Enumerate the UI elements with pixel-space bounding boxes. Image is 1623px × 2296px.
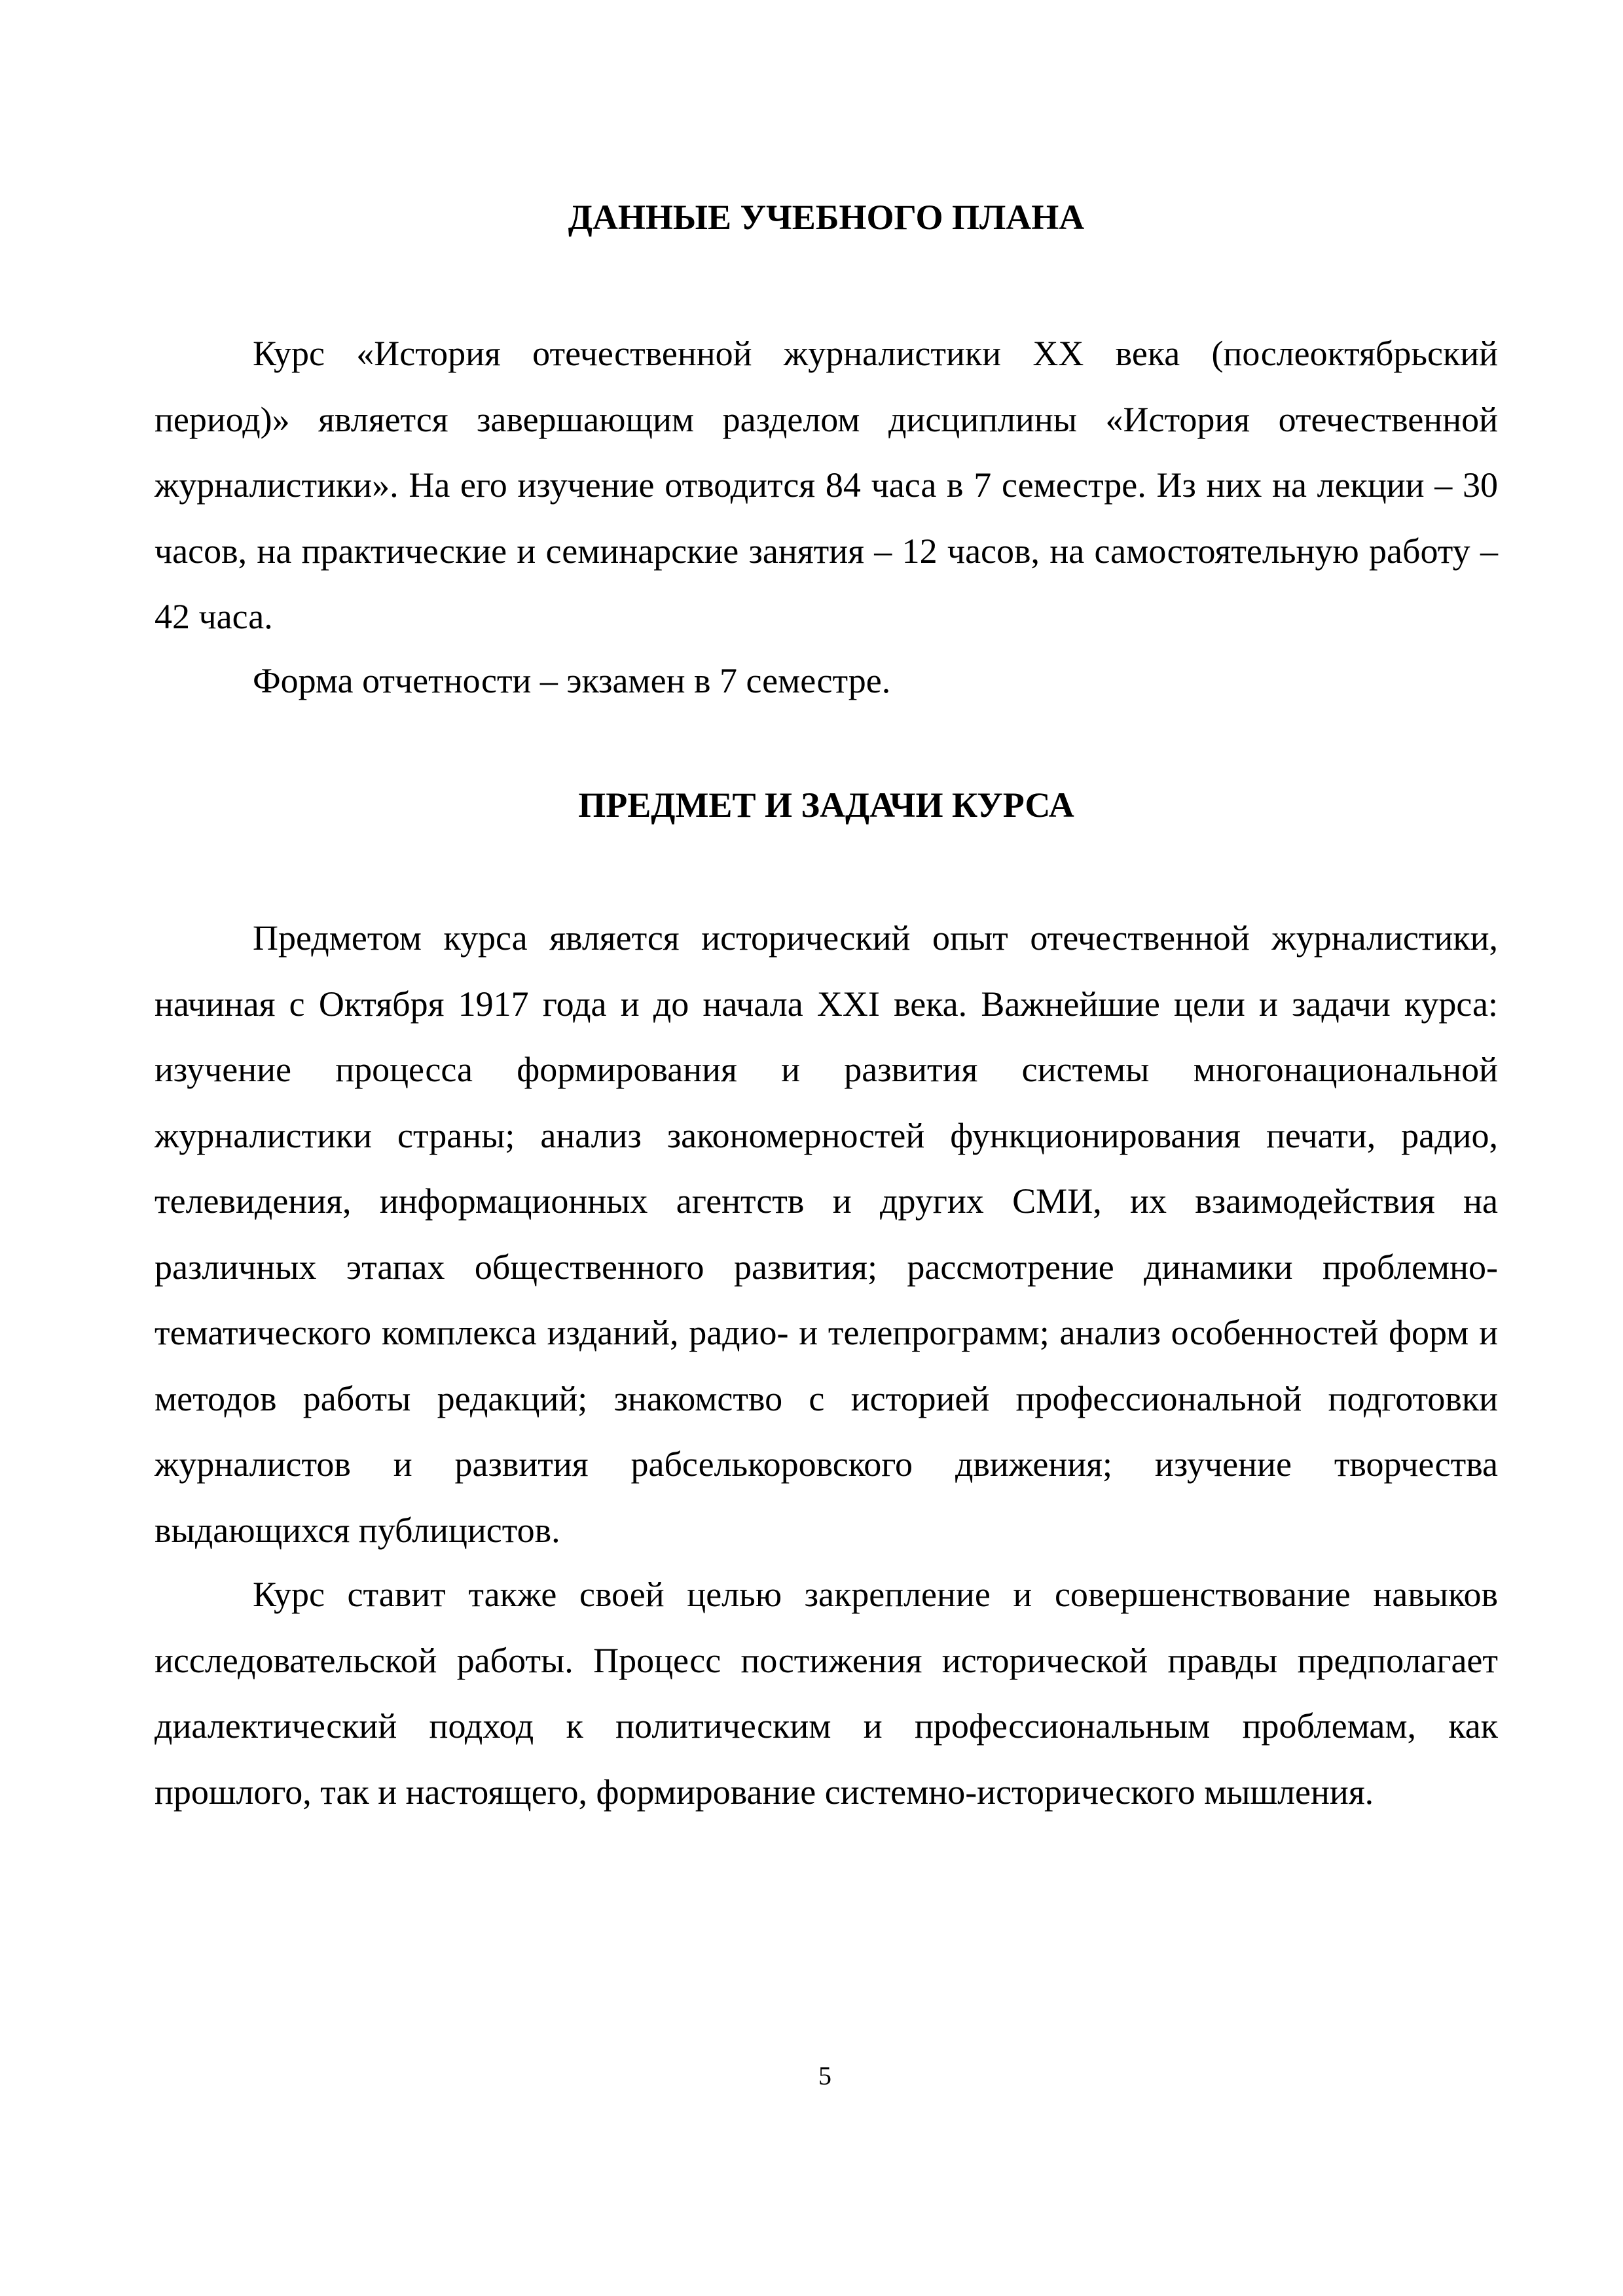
paragraph-course-subject: Предметом курса является исторический опыт отечественной журналистики, начиная с Октября 1917 года и до начала XXI века. Важнейшие цели и задачи курса: изучение процесса формирования и развития системы многонациональной журналистики страны; анализ закономерностей функционирования печати, радио, телевидения, информационных агентств и других СМИ, их взаимодействия на различных этапах общественного развития; рассмотрение динамики проблемно-тематического комплекса изданий, радио- и телепрограмм; анализ особенностей форм и методов работы редакций; знакомство с историей профессиональной подготовки журналистов и развития рабселькоровского движения; изучение творчества выдающихся публицистов.: [155, 918, 1498, 1550]
page-number: 5: [818, 2061, 831, 2090]
paragraph-course-goals: Курс ставит также своей целью закрепление и совершенствование навыков исследовательской работы. Процесс постижения исторической правды предполагает диалектический подход к политическим и профессиональным проблемам, как прошлого, так и настоящего, формирование системно-исторического мышления.: [155, 1575, 1498, 1812]
section-heading-subject-tasks: ПРЕДМЕТ И ЗАДАЧИ КУРСА: [578, 785, 1074, 825]
section-heading-study-plan: ДАННЫЕ УЧЕБНОГО ПЛАНА: [568, 198, 1085, 237]
paragraph-course-hours: Курс «История отечественной журналистики XX века (послеоктябрьский период)» является завершающим разделом дисциплины «История отечественной журналистики». На его изучение отводится 84 часа в 7 семестре. Из них на лекции – 30 часов, на практические и семинарские занятия – 12 часов, на самостоятельную работу – 42 часа.: [155, 334, 1498, 636]
paragraph-assessment-form: Форма отчетности – экзамен в 7 семестре.: [253, 661, 891, 700]
